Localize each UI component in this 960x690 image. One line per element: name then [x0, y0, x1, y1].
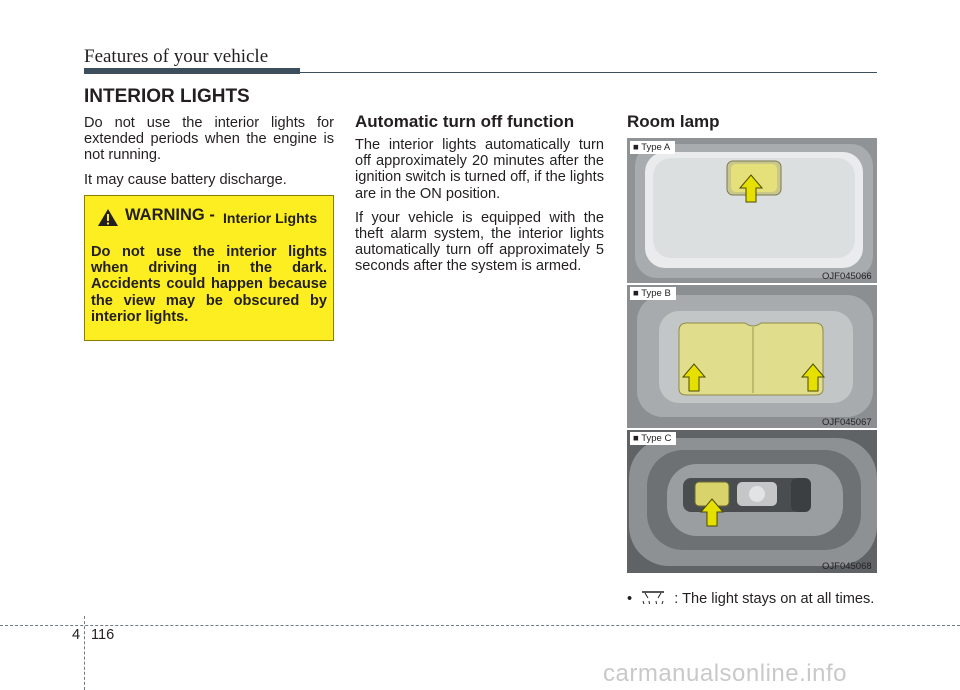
room-lamp-type-a-image	[627, 138, 877, 283]
warning-body: Do not use the interior lights when driving in the dark. Accidents could happen because the view may be obscured by interior lights.	[91, 244, 327, 325]
header-accent-bar	[84, 68, 300, 74]
type-c-label: ■ Type C	[630, 432, 676, 445]
running-header: Features of your vehicle	[84, 46, 269, 67]
warning-subtitle: Interior Lights	[223, 210, 318, 226]
room-lamp-type-b-image	[627, 285, 877, 428]
warning-box	[84, 195, 334, 341]
always-on-note	[627, 589, 874, 607]
page-number: 116	[91, 627, 115, 643]
auto-off-paragraph-2: If your vehicle is equipped with the theft alarm system, the interior lights automatically turn off approximately 5 seconds after the system is armed.	[355, 209, 604, 275]
auto-off-text	[355, 137, 604, 283]
type-a-label: ■ Type A	[630, 141, 675, 154]
header-rule	[84, 72, 877, 73]
auto-off-title: Automatic turn off function	[355, 112, 575, 131]
intro-text	[84, 115, 334, 196]
type-b-label: ■ Type B	[630, 287, 676, 300]
room-lamp-title: Room lamp	[627, 112, 720, 131]
note-text: : The light stays on at all times.	[674, 591, 875, 607]
type-b-code: OJF045067	[822, 417, 872, 428]
note-bullet: •	[627, 591, 633, 607]
auto-off-paragraph-1: The interior lights automatically turn off approximately 20 minutes after the ignition switch is turned off, if the lights are in the ON position.	[355, 137, 604, 202]
intro-paragraph: Do not use the interior lights for extended periods when the engine is not running.	[84, 115, 334, 164]
type-c-code: OJF045068	[822, 561, 872, 572]
section-title: INTERIOR LIGHTS	[84, 86, 250, 107]
footer-divider	[84, 616, 85, 690]
battery-paragraph: It may cause battery discharge.	[84, 171, 287, 188]
warning-triangle-icon	[97, 208, 119, 227]
warning-label: WARNING -	[125, 206, 215, 224]
chapter-number: 4	[72, 627, 81, 643]
ceiling-light-icon	[640, 589, 666, 605]
watermark: carmanualsonline.info	[603, 660, 847, 687]
room-lamp-type-c-image	[627, 430, 877, 573]
footer-rule	[0, 625, 960, 626]
type-a-code: OJF045066	[822, 271, 872, 282]
